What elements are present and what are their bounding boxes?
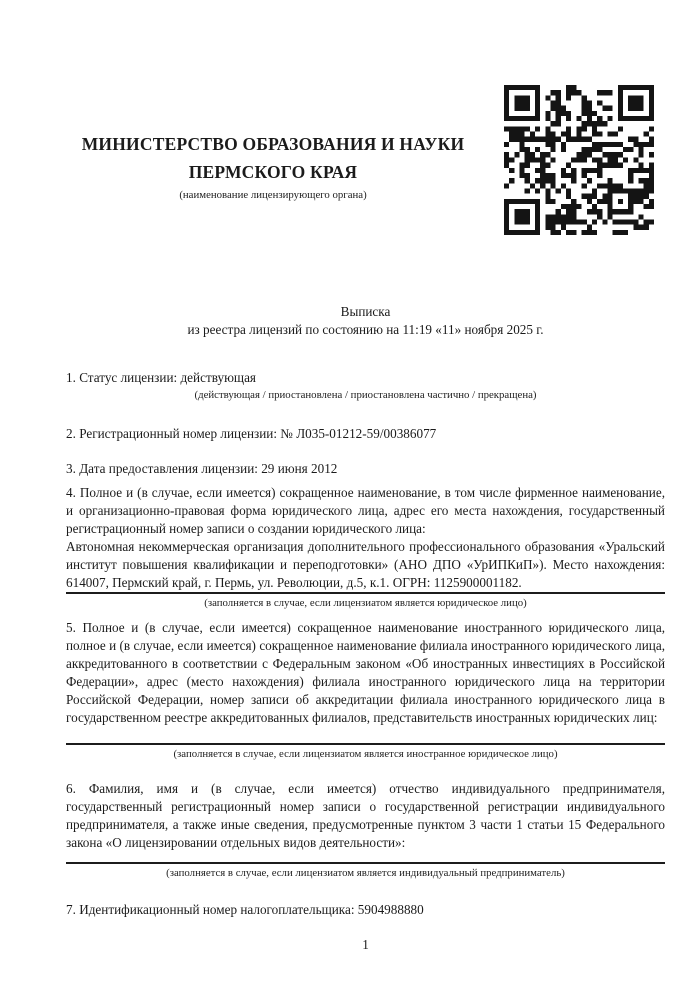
ministry-name-line1: МИНИСТЕРСТВО ОБРАЗОВАНИЯ И НАУКИ <box>81 134 465 154</box>
licensing-authority-header <box>46 130 500 202</box>
legal-entity-section <box>66 484 665 610</box>
entrepreneur-caption: (заполняется в случае, если лицензиатом является индивидуальный предприниматель) <box>166 867 565 879</box>
status-options-caption: (действующая / приостановлена / приостановлена частично / прекращена) <box>194 389 537 401</box>
entrepreneur-section <box>66 780 665 880</box>
document-title-line2: из реестра лицензий по состоянию на 11:19 «11» ноября 2025 г. <box>187 322 544 337</box>
document-title <box>66 303 665 339</box>
ministry-name-line2: ПЕРМСКОГО КРАЯ <box>188 162 358 182</box>
legal-entity-caption: (заполняется в случае, если лицензиатом является юридическое лицо) <box>204 597 527 609</box>
license-status-line: 1. Статус лицензии: действующая <box>66 370 257 385</box>
foreign-entity-section <box>66 619 665 761</box>
document-body <box>66 303 665 954</box>
entrepreneur-heading: 6. Фамилия, имя и (в случае, если имеется) отчество индивидуального предпринимателя, государственный регистрационный номер записи о государственной регистрации индивидуального предпринимателя, а также иные сведения, предусмотренные пунктом 3 части 1 статьи 15 Федерального закона «О лицензировании отдельных видов деятельности»: <box>66 781 665 850</box>
qr-code-icon <box>504 85 654 235</box>
licensing-authority-caption: (наименование лицензирующего органа) <box>179 189 367 201</box>
legal-entity-heading: 4. Полное и (в случае, если имеется) сокращенное наименование, в том числе фирменное наименование, и организационно-правовая форма юридического лица, адрес его места нахождения, государственный регистрационный номер записи о создании юридического лица: <box>66 485 665 536</box>
registration-number-line: 2. Регистрационный номер лицензии: № Л035-01212-59/00386077 <box>66 426 437 441</box>
legal-entity-value: Автономная некоммерческая организация дополнительного профессионального образования «Уральский институт повышения квалификации и переподготовки» (АНО ДПО «УрИПКиП»). Место нахождения: 614007, Пермский край, г. Пермь, ул. Революции, д.5, к.1. ОГРН: 1125900001182. <box>66 539 665 590</box>
foreign-entity-fill-line <box>66 743 665 745</box>
legal-entity-fill-line <box>66 592 665 594</box>
page-number: 1 <box>362 937 369 952</box>
foreign-entity-heading: 5. Полное и (в случае, если имеется) сокращенное наименование иностранного юридического лица, полное и (в случае, если имеется) сокращенное наименование филиала иностранного юридического лица, аккредитованного в соответствии с Федеральным законом «Об иностранных инвестициях в Российской Федерации», адрес (место нахождения) филиала иностранного юридического лица на территории Российской Федерации, номер записи об аккредитации филиала иностранного юридического лица в государственном реестре аккредитованных филиалов, представительств иностранных юридических лиц: <box>66 620 665 725</box>
entrepreneur-fill-line <box>66 862 665 864</box>
license-grant-date-line: 3. Дата предоставления лицензии: 29 июня 2012 <box>66 461 338 476</box>
taxpayer-id-line: 7. Идентификационный номер налогоплательщика: 5904988880 <box>66 902 424 917</box>
foreign-entity-caption: (заполняется в случае, если лицензиатом является иностранное юридическое лицо) <box>173 748 558 760</box>
document-title-line1: Выписка <box>340 304 391 319</box>
